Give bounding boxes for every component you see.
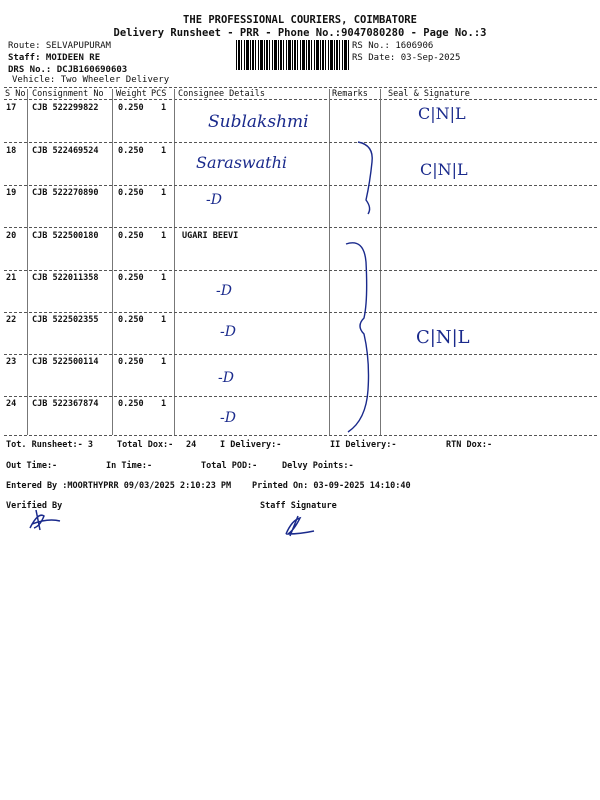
handwritten-seal: C|N|L (418, 104, 466, 123)
row-pcs: 1 (161, 357, 167, 367)
printed-on: Printed On: 03-09-2025 14:10:40 (252, 481, 411, 491)
col-sno: S No (5, 89, 26, 99)
staff-signature-label: Staff Signature (260, 501, 337, 511)
handwritten-seal: C|N|L (416, 327, 470, 348)
col-weight: Weight (116, 89, 147, 99)
col-divider (112, 89, 113, 435)
brace-mark (346, 243, 369, 432)
row-weight: 0.250 (118, 273, 144, 283)
in-time: In Time:- (106, 461, 153, 471)
ii-delivery: II Delivery:- (330, 440, 397, 450)
row-sno: 18 (6, 146, 17, 156)
row-sno: 19 (6, 188, 17, 198)
verified-signature (30, 510, 60, 530)
row-rule (4, 142, 597, 143)
tot-runsheet: Tot. Runsheet:- 3 (6, 440, 93, 450)
handwritten-name: Saraswathi (196, 153, 287, 172)
row-consignment: CJB 522367874 (32, 399, 99, 409)
rs-no-label: RS No.: 1606906 (352, 41, 434, 51)
row-consignment: CJB 522011358 (32, 273, 99, 283)
row-pcs: 1 (161, 231, 167, 241)
row-sno: 20 (6, 231, 17, 241)
staff-signature-mark (286, 516, 314, 536)
vehicle-label: Vehicle: Two Wheeler Delivery (12, 75, 170, 85)
row-consignment: CJB 522270890 (32, 188, 99, 198)
table-top-rule (4, 87, 597, 88)
row-consignment: CJB 522469524 (32, 146, 99, 156)
total-dox-value: 24 (186, 440, 197, 450)
col-consignment: Consignment No (32, 89, 104, 99)
row-weight: 0.250 (118, 357, 144, 367)
row-pcs: 1 (161, 188, 167, 198)
row-weight: 0.250 (118, 315, 144, 325)
row-consignment: CJB 522502355 (32, 315, 99, 325)
row-pcs: 1 (161, 146, 167, 156)
row-weight: 0.250 (118, 399, 144, 409)
drs-label: DRS No.: DCJB160690603 (8, 65, 128, 75)
delvy-points: Delvy Points:- (282, 461, 354, 471)
runsheet-subtitle: Delivery Runsheet - PRR - Phone No.:9047080280 - Page No.:3 (113, 27, 487, 39)
staff-label: Staff: MOIDEEN RE (8, 53, 101, 63)
col-pcs: PCS (151, 89, 167, 99)
verified-by: Verified By (6, 501, 63, 511)
handwritten-mark: -D (218, 370, 234, 386)
row-rule (4, 227, 597, 228)
row-pcs: 1 (161, 103, 167, 113)
handwritten-mark: -D (220, 410, 236, 426)
col-divider (174, 89, 175, 435)
out-time: Out Time:- (6, 461, 58, 471)
row-weight: 0.250 (118, 231, 144, 241)
drs-barcode (236, 40, 350, 70)
row-sno: 21 (6, 273, 17, 283)
row-sno: 24 (6, 399, 17, 409)
row-rule (4, 396, 597, 397)
row-weight: 0.250 (118, 103, 144, 113)
row-consignment: CJB 522500114 (32, 357, 99, 367)
company-title: THE PROFESSIONAL COURIERS, COIMBATORE (183, 14, 417, 26)
total-pod: Total POD:- (201, 461, 258, 471)
col-divider (329, 89, 330, 435)
handwritten-mark: -D (206, 192, 222, 208)
table-header-rule (4, 99, 597, 100)
row-rule (4, 185, 597, 186)
row-sno: 17 (6, 103, 17, 113)
row-sno: 23 (6, 357, 17, 367)
col-divider (27, 89, 28, 435)
row-consignment: CJB 522299822 (32, 103, 99, 113)
handwritten-seal: C|N|L (420, 160, 468, 179)
col-consignee: Consignee Details (178, 89, 265, 99)
row-weight: 0.250 (118, 188, 144, 198)
route-label: Route: SELVAPUPURAM (8, 41, 111, 51)
handwritten-mark: -D (220, 324, 236, 340)
row-consignment: CJB 522500180 (32, 231, 99, 241)
row-pcs: 1 (161, 315, 167, 325)
handwritten-mark: -D (216, 283, 232, 299)
rs-date-label: RS Date: 03-Sep-2025 (352, 53, 461, 63)
brace-mark (358, 142, 372, 214)
row-pcs: 1 (161, 399, 167, 409)
rtn-dox: RTN Dox:- (446, 440, 493, 450)
row-pcs: 1 (161, 273, 167, 283)
row-rule (4, 354, 597, 355)
row-rule (4, 312, 597, 313)
row-sno: 22 (6, 315, 17, 325)
col-remarks: Remarks (332, 89, 368, 99)
row-weight: 0.250 (118, 146, 144, 156)
i-delivery: I Delivery:- (220, 440, 282, 450)
row-consignee: UGARI BEEVI (182, 231, 239, 241)
col-seal: Seal & Signature (388, 89, 470, 99)
table-bottom-rule (4, 435, 597, 436)
total-dox: Total Dox:- (117, 440, 174, 450)
row-rule (4, 270, 597, 271)
col-divider (380, 89, 381, 435)
handwritten-name: Sublakshmi (208, 112, 309, 132)
entered-by: Entered By :MOORTHYPRR 09/03/2025 2:10:23 PM (6, 481, 232, 491)
